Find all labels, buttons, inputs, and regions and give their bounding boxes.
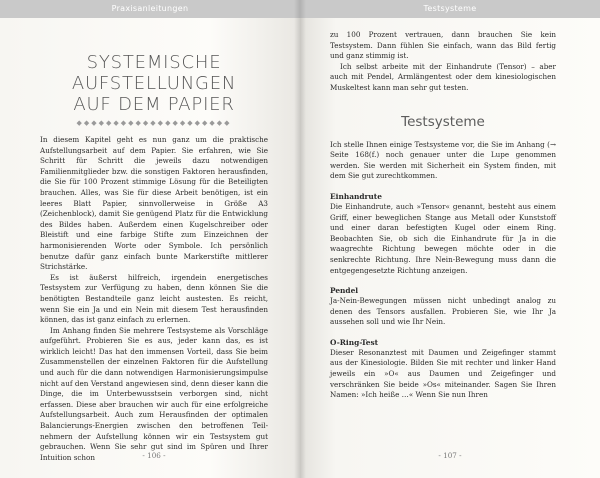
page-number-right: - 107 - xyxy=(438,451,462,460)
chapter-title xyxy=(40,52,268,115)
body-paragraph: In diesem Kapitel geht es nun ganz um die praktische Aufstellungsarbeit auf dem Papier. Sie erfahren, wie Sie Schritt für Schritt die jeweils dazu notwendigen Familienmitglieder bzw. die sonstigen Faktoren herausfinden, die Sie für 100 Prozent stimmige Lösung für die Beteiligten brauchen. Alles, was Sie für diese Arbeit benötigen, ist ein leeres Blatt Papier, sinnvollerweise in Größe A3 (Zeichenblock), damit Sie genügend Platz für die Entwicklung des Bildes haben. Außerdem einen Kugelschreiber oder Bleistift und eine farbige Stifte zum Einzeichnen der harmonisierenden Worte oder Symbole. Ich persönlich benutze dafür ganz einfach bunte Markerstifte mittlerer Strichstärke. xyxy=(40,135,268,272)
subsection-title: O-Ring-Test xyxy=(330,337,379,347)
section-title: Testsysteme xyxy=(401,113,485,130)
section-intro: Ich stelle Ihnen einige Testsysteme vor, die Sie im Anhang (→ Seite 168(f.) noch genauer unter die Lupe genommen werden. Sie werden mit Sicherheit ein System finden, mit dem Sie gut zurechtkommen. xyxy=(330,139,556,181)
body-paragraph: Ich selbst arbeite mit der Einhandrute (Tensor) – aber auch mit Pendel, Armlängentest oder dem kinesiologischen Muskeltest kann man sehr gut testen. xyxy=(330,61,556,92)
body-paragraph: Es ist äußerst hilfreich, irgendein energetisches Testsystem zur Verfügung zu haben, denn können Sie die benötigten Bestandteile ganz leicht austesten. Es reicht, wenn Sie ein Ja und ein Nein mit diesem Test herausfinden können, das ist ganz einfach zu erlernen. xyxy=(40,272,268,325)
left-page-content xyxy=(0,30,300,463)
running-header-left: Praxisanleitungen xyxy=(0,0,300,18)
subsection-title: Einhandrute xyxy=(330,191,382,201)
chapter-title-line-1: SYSTEMISCHE AUFSTELLUNGEN xyxy=(71,52,237,94)
body-paragraph: zu 100 Prozent vertrauen, dann brauchen Sie kein Testsystem. Dann fühlen Sie einfach, wann das Bild fertig und ganz stimmig ist. xyxy=(330,30,556,61)
subsection-title: Pendel xyxy=(330,286,359,296)
subsection-text: Dieser Resonanztest mit Daumen und Zeigefinger stammt aus der Kinesiologie. Bilden Sie mit rechter und linker Hand jeweils ein »O« aus Daumen und Zeigefinger und verschränken Sie beide »Os« miteinander. Sagen Sie Ihren Namen: »Ich heiße …« Wenn Sie nun Ihren xyxy=(330,347,556,400)
decorative-dot-rule: ◆◆◆◆◆◆◆◆◆◆◆◆◆◆◆◆◆◆◆◆◆ xyxy=(76,119,232,127)
subsection-text: Ja-Nein-Bewegungen müssen nicht unbedingt analog zu denen des Tensors ausfallen. Probieren Sie, wie Ihr Ja aussehen soll und wie Ihr Nein. xyxy=(330,296,556,327)
chapter-title-line-2: AUF DEM PAPIER xyxy=(73,94,235,115)
right-page xyxy=(300,0,600,478)
subsection-text: Die Einhandrute, auch »Tensor« genannt, besteht aus einem Griff, einer beweglichen Stange aus Metall oder Kunststoff und einer daran befestigten Kugel oder einem Ring. Beobachten Sie, ob sich die Einhandrute für Ja in die waagrechte Richtung bewegen möchte oder in die senkrechte Richtung. Ihre Nein-Bewegung muss dann die entgegengesetzte Richtung anzeigen. xyxy=(330,201,556,275)
page-number-left: - 106 - xyxy=(142,451,166,460)
right-page-content xyxy=(300,30,600,401)
body-paragraph: Im Anhang finden Sie mehrere Testsysteme als Vorschläge aufgeführt. Probieren Sie es aus, jeder kann das, es ist wirklich leicht! Das hat den immensen Vorteil, dass Sie beim Zusammenstellen der einzelnen Faktoren für die Aufstellung und auch für die dann notwendigen Harmonisierungsimpulse nicht auf den Verstand angewiesen sind, denn dieser kann die Dinge, die im Unterbewusstsein verborgen sind, nicht erfassen. Diese aber brauchen wir auch für eine erfolgreiche Aufstellungsarbeit. Auch zum Herausfinden der optimalen Balancierungs-Energien zwischen den betroffenen Teilnehmern der Aufstellung können wir ein Testsystem gut gebrauchen. Wenn Sie sehr gut sind im Spüren und Ihrer Intuition schon xyxy=(40,325,268,462)
running-header-right: Testsysteme xyxy=(300,0,600,18)
